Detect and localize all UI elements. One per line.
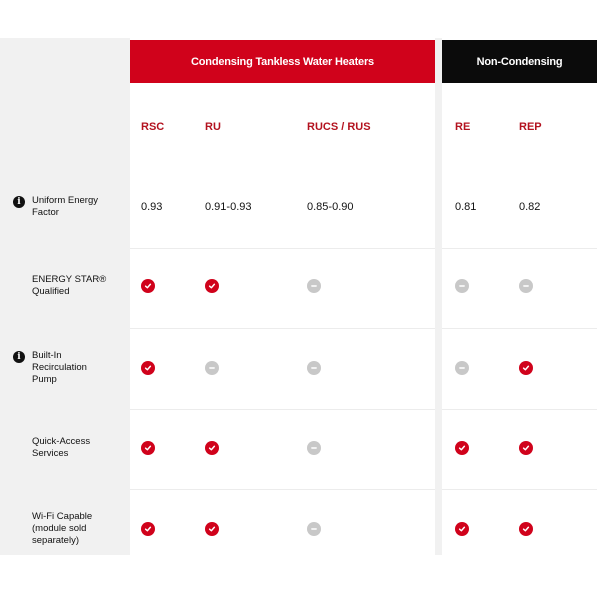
row-label-line: Recirculation	[32, 362, 87, 373]
row-divider	[442, 489, 597, 490]
row-label-line: Quick-Access	[32, 436, 91, 447]
value-rsc: 0.93	[141, 201, 163, 213]
check-circle-icon	[141, 361, 155, 375]
value-rep: 0.82	[519, 201, 541, 213]
check-circle-icon	[141, 441, 155, 455]
check-circle-icon	[455, 522, 469, 536]
row-label-line: Services	[32, 448, 69, 459]
header-condensing: Condensing Tankless Water Heaters	[130, 40, 435, 83]
check-circle-icon	[519, 522, 533, 536]
row-label-line: Built-In	[32, 350, 62, 361]
check-circle-icon	[519, 441, 533, 455]
minus-circle-icon	[519, 279, 533, 293]
check-circle-icon	[519, 361, 533, 375]
row-label-line: separately)	[32, 535, 79, 546]
group-separator	[435, 38, 442, 555]
column-name-ru: RU	[205, 121, 221, 133]
info-icon[interactable]: i	[13, 351, 25, 363]
row-divider	[130, 409, 435, 410]
row-label-2	[32, 274, 106, 298]
check-circle-icon	[205, 441, 219, 455]
value-re: 0.81	[455, 201, 477, 213]
column-name-re: RE	[455, 121, 471, 133]
minus-circle-icon	[205, 361, 219, 375]
row-label-line: Uniform Energy	[32, 195, 98, 206]
row-divider	[130, 489, 435, 490]
minus-circle-icon	[455, 361, 469, 375]
row-label-line: Factor	[32, 207, 59, 218]
row-divider	[442, 409, 597, 410]
info-icon[interactable]: i	[13, 196, 25, 208]
row-label-4	[32, 436, 90, 460]
row-label-line: (module sold	[32, 523, 87, 534]
row-label-3	[32, 350, 87, 386]
row-divider	[130, 328, 435, 329]
row-label-line: Pump	[32, 374, 57, 385]
header-non-condensing: Non-Condensing	[442, 40, 597, 83]
row-label-line: Qualified	[32, 286, 70, 297]
minus-circle-icon	[307, 361, 321, 375]
minus-circle-icon	[307, 522, 321, 536]
row-divider	[442, 328, 597, 329]
column-name-rucs-rus: RUCS / RUS	[307, 121, 371, 133]
check-circle-icon	[205, 279, 219, 293]
row-label-5	[32, 511, 92, 547]
minus-circle-icon	[307, 441, 321, 455]
check-circle-icon	[205, 522, 219, 536]
row-label-1	[32, 195, 98, 219]
value-ru: 0.91-0.93	[205, 201, 252, 213]
row-label-line: ENERGY STAR®	[32, 274, 107, 285]
row-divider	[442, 248, 597, 249]
row-divider	[130, 248, 435, 249]
column-name-rsc: RSC	[141, 121, 165, 133]
row-label-line: Wi-Fi Capable	[32, 511, 93, 522]
minus-circle-icon	[307, 279, 321, 293]
minus-circle-icon	[455, 279, 469, 293]
check-circle-icon	[141, 279, 155, 293]
column-name-rep: REP	[519, 121, 542, 133]
check-circle-icon	[455, 441, 469, 455]
check-circle-icon	[141, 522, 155, 536]
value-rucs-rus: 0.85-0.90	[307, 201, 354, 213]
